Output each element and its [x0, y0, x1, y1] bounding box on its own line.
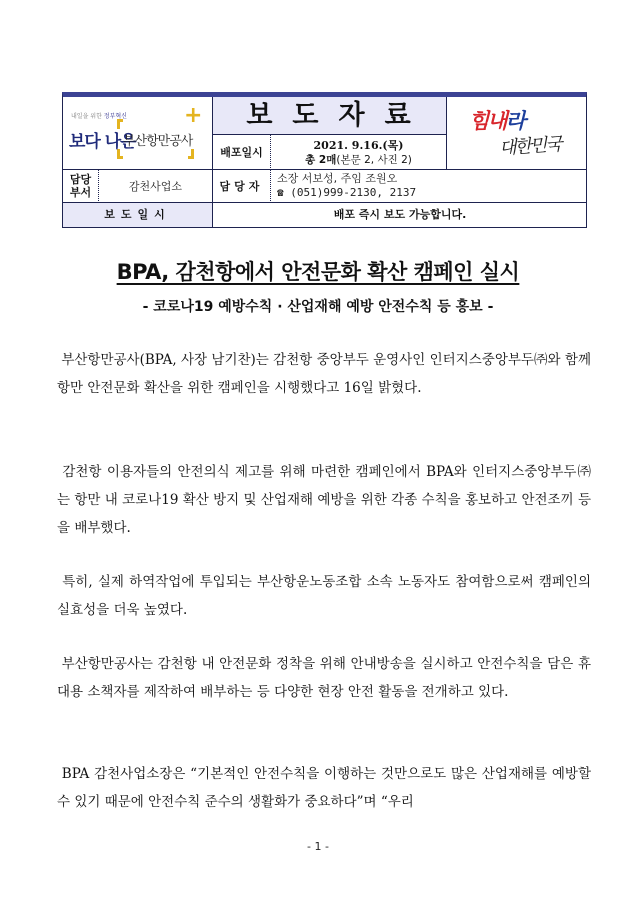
- phone-icon: ☎: [277, 186, 291, 199]
- press-release-header-table: [62, 92, 587, 228]
- slogan-blue-text: 라: [505, 108, 524, 133]
- release-time-value: 배포 즉시 보도 가능합니다.: [333, 208, 467, 221]
- distribution-date: 2021. 9.16.(목): [313, 139, 404, 152]
- article-headline: [0, 256, 636, 286]
- article-subheadline: - 코로나19 예방수칙 · 산업재해 예방 안전수칙 등 홍보 -: [142, 299, 494, 315]
- manager-names: 소장 서보성, 주임 조원오: [277, 172, 398, 185]
- article-paragraph: 특히, 실제 하역작업에 투입되는 부산항운노동조합 소속 노동자도 참여함으로써 캠페인의 실효성을 더욱 높였다.: [57, 574, 591, 618]
- page-detail: (본문 2, 사진 2): [336, 154, 412, 166]
- article-paragraph: BPA 감천사업소장은 “기본적인 안전수칙을 이행하는 것만으로도 많은 산업재해를 예방할 수 있기 때문에 안전수칙 준수의 생활화가 중요하다”며 “우리: [57, 766, 591, 810]
- doc-title-cell: [213, 97, 447, 135]
- logo-org-name: 부산항만공사: [123, 134, 193, 149]
- headline-text: BPA, 감천항에서 안전문화 확산 캠페인 실시: [116, 260, 520, 284]
- slogan-line1: [469, 105, 524, 135]
- logo-plus-icon: +: [184, 103, 203, 128]
- distribution-info: [271, 135, 447, 170]
- logo-tagline-prefix: 내일을 위한: [71, 113, 104, 120]
- page-number: - 1 -: [307, 840, 329, 853]
- manager-label: 담당자: [213, 170, 271, 203]
- phone-line: [277, 186, 587, 200]
- distribution-label: 배포일시: [213, 135, 271, 170]
- doc-title: 보도자료: [246, 100, 431, 131]
- article-paragraph: 부산항만공사는 감천항 내 안전문화 정착을 위해 안내방송을 실시하고 안전수칙을 담은 휴대용 소책자를 제작하여 배부하는 등 다양한 현장 안전 활동을 전개하고 있다.: [57, 656, 591, 700]
- logo-main-text: 보다 나은: [69, 132, 136, 152]
- logo-tagline-highlight: 정부혁신: [103, 113, 127, 120]
- slogan-logo: [447, 97, 587, 170]
- phone-number: (051)999-2130, 2137: [290, 186, 417, 199]
- department-value: 감천사업소: [99, 170, 213, 203]
- article-paragraph: 감천항 이용자들의 안전의식 제고를 위해 마련한 캠페인에서 BPA와 인터지스중앙부두㈜는 항만 내 코로나19 확산 방지 및 산업재해 예방을 위한 각종 수칙을 홍보하고 안전조끼 등을 배부했다.: [57, 464, 591, 536]
- distribution-pages: [271, 153, 446, 168]
- article-paragraph: 부산항만공사(BPA, 사장 남기찬)는 감천항 중앙부두 운영사인 인터지스중앙부두㈜와 함께 항만 안전문화 확산을 위한 캠페인을 시행했다고 16일 밝혔다.: [57, 352, 591, 396]
- department-label: 담당 부서: [63, 170, 99, 203]
- slogan-red-text: 힘내: [469, 108, 506, 133]
- release-time-label: 보도일시: [63, 203, 213, 227]
- manager-contact: [271, 170, 587, 203]
- logo-bracket-icon: [188, 149, 194, 159]
- page-count: 총 2매: [305, 154, 337, 166]
- slogan-line2: 대한민국: [498, 133, 562, 160]
- bpa-logo: [63, 97, 213, 170]
